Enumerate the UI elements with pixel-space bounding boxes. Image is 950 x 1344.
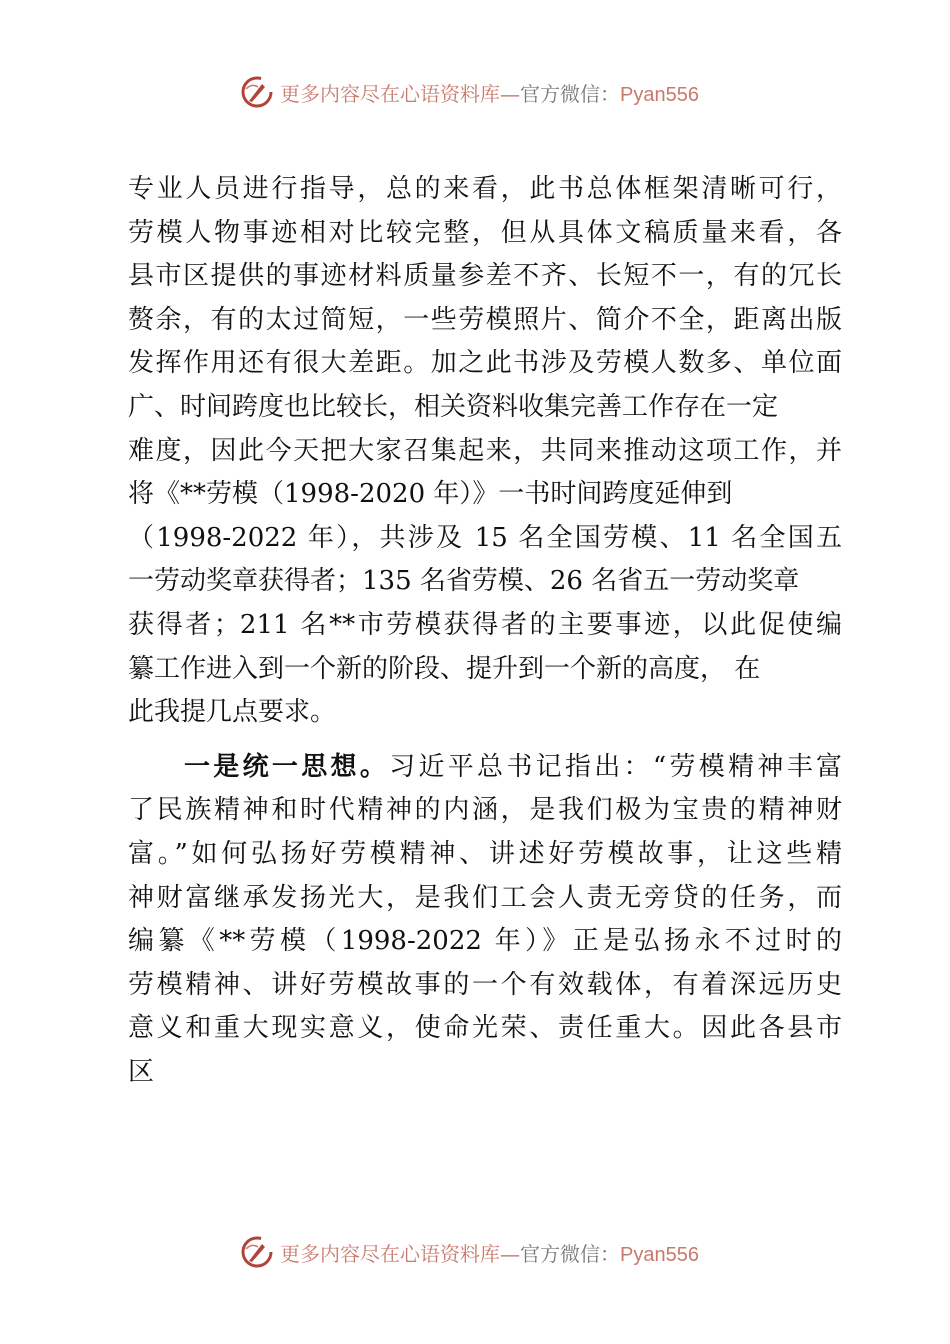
- text-line: 编纂《**劳模（1998-2022 年）》正是弘扬永不过时的: [128, 926, 842, 957]
- watermark-text: 更多内容尽在心语资料库—官方微信：Pyan556: [280, 1241, 699, 1266]
- text-line: 了民族精神和时代精神的内涵，是我们极为宝贵的精神财: [128, 795, 842, 826]
- text-line: 县市区提供的事迹材料质量参差不齐、长短不一，有的冗长: [128, 261, 842, 292]
- text-line: （1998-2022 年），共涉及 15 名全国劳模、11 名全国五: [128, 522, 842, 553]
- quill-logo-icon: [240, 1235, 274, 1269]
- text-line: 广、时间跨度也比较长，相关资料收集完善工作存在一定: [128, 391, 779, 422]
- text-line: 发挥作用还有很大差距。加之此书涉及劳模人数多、单位面: [128, 348, 842, 379]
- text-line: 纂工作进入到一个新的阶段、提升到一个新的高度， 在: [128, 653, 761, 684]
- quill-logo-icon: [240, 75, 274, 109]
- text-line: 劳模精神、讲好劳模故事的一个有效载体，有着深远历史: [128, 969, 842, 1000]
- text-line: 富。”如何弘扬好劳模精神、讲述好劳模故事，让这些精: [128, 838, 842, 869]
- text-line: 一劳动奖章获得者；135 名省劳模、26 名省五一劳动奖章: [128, 566, 800, 597]
- text-line: 意义和重大现实意义，使命光荣、责任重大。因此各县市: [128, 1013, 842, 1044]
- text-line: 赘余，有的太过简短，一些劳模照片、简介不全，距离出版: [128, 304, 842, 335]
- text-line: 获得者；211 名**市劳模获得者的主要事迹，以此促使编: [128, 609, 842, 640]
- text-line: 此我提几点要求。: [128, 697, 337, 728]
- text-line: 将《**劳模（1998-2020 年）》一书时间跨度延伸到: [128, 479, 733, 510]
- document-body: [128, 168, 842, 1094]
- watermark-footer: [240, 1234, 699, 1270]
- watermark-text: 更多内容尽在心语资料库—官方微信：Pyan556: [280, 81, 699, 106]
- section-heading: 一是统一思想。: [184, 751, 390, 782]
- text-line: 神财富继承发扬光大，是我们工会人责无旁贷的任务，而: [128, 882, 842, 913]
- text-line: 专业人员进行指导，总的来看，此书总体框架清晰可行，: [128, 174, 842, 204]
- text-line-rest: 习近平总书记指出：“劳模精神丰富: [389, 751, 842, 782]
- text-line: 难度，因此今天把大家召集起来，共同来推动这项工作，并: [128, 435, 842, 466]
- text-line: 区: [128, 1056, 155, 1087]
- text-line: [128, 746, 842, 790]
- text-line: 劳模人物事迹相对比较完整，但从具体文稿质量来看，各: [128, 217, 842, 248]
- paragraph-1: [128, 168, 842, 735]
- watermark-header: [240, 74, 699, 110]
- paragraph-2: [128, 746, 842, 1095]
